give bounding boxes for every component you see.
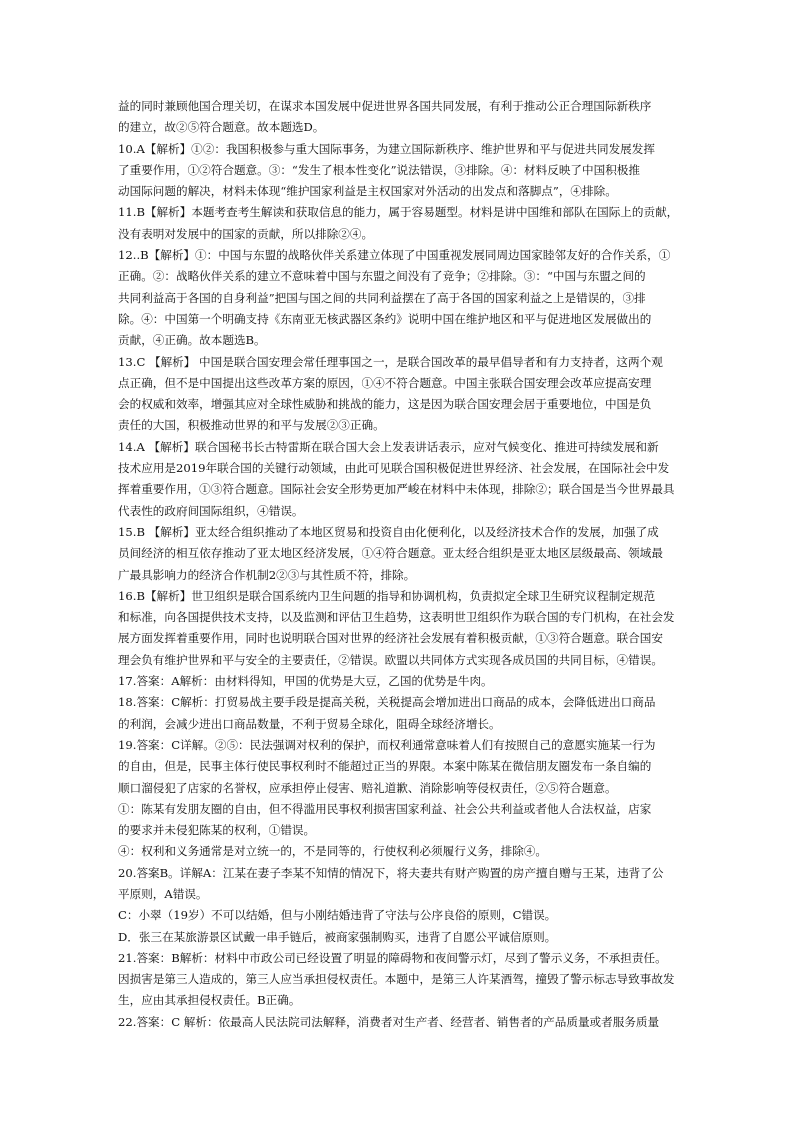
text-line: ④：权利和义务通常是对立统一的，不是同等的，行使权利必须履行义务，排除④。 [118,844,547,859]
text-line: ①：陈某有发朋友圈的自由，但不得滥用民事权利损害国家利益、社会公共利益或者他人合法权益，店家 [118,801,652,816]
answer-21-text: 21.答案：B解析：材料中市政公司已经设置了明显的障碍物和夜间警示灯，尽到了警示义务，不承担责任。 [118,950,667,965]
text-line: 共同利益高于各国的自身利益”把国与国之间的共同利益摆在了高于各国的国家利益之上是错误的，③排 [118,290,646,305]
text-line: 益的同时兼顾他国合理关切，在谋求本国发展中促进世界各国共同发展，有利于推动公正合理国际新秩序 [118,99,652,113]
text-line: 责任的大国，积极推动世界的和平与发展②③正确。 [118,418,385,433]
text-line: 因损害是第三人造成的，第三人应当承担侵权责任。本题中，是第三人许某酒驾，撞毁了警示标志导致事故发 [118,972,675,987]
text-line: 顺口溜侵犯了店家的名誉权，应承担停止侵害、赔礼道歉、消除影响等侵权责任，②⑤符合题意。 [118,780,617,795]
text-line: 员间经济的相互依存推动了亚太地区经济发展，①④符合题意。亚太经合组织是亚太地区层级最高、领域最 [118,546,663,561]
text-line: C：小翠（19岁）不可以结婚，但与小刚结婚违背了守法与公序良俗的原则，C错误。 [118,908,557,923]
text-line: 技术应用是2019年联合国的关键行动领域，由此可见联合国积极促进世界经济、社会发展，在国际社会中发 [118,461,670,476]
text-line: 广最具影响力的经济合作机制2②③与其性质不符，排除。 [118,567,416,582]
text-line: 理会负有维护世界和平与安全的主要责任，②错误。欧盟以共同体方式实现各成员国的共同目标，④错误。 [118,652,663,667]
answer-16-text: 16.B【解析】世卫组织是联合国系统内卫生问题的指导和协调机构，负责拟定全球卫生研究议程制定规范 [118,588,656,603]
text-line: 没有表明对发展中的国家的贡献，所以排除②④。 [118,226,374,241]
answer-10-text: 10.A【解析】①②：我国积极参与重大国际事务，为建立国际新秩序、维护世界和平与促进共同发展发挥 [118,141,655,156]
text-line: 的建立，故②⑤符合题意。故本题选D。 [118,120,325,135]
answer-22-text: 22.答案：C 解析：依最高人民法院司法解释，消费者对生产者、经营者、销售者的产品质量或者服务质量 [118,1014,660,1029]
text-line: D．张三在某旅游景区试戴一串手链后，被商家强制购买，违背了自愿公平诚信原则。 [118,929,557,944]
text-line: 动国际问题的解决，材料未体现“维护国家利益是主权国家对外活动的出发点和落脚点”，④排除。 [118,184,617,199]
answer-14-text: 14.A 【解析】联合国秘书长古特雷斯在联合国大会上发表讲话表示，应对气候变化、推进可持续发展和新 [118,439,659,454]
answer-19-text: 19.答案：C详解。②⑤：民法强调对权利的保护，而权利通常意味着人们有按照自己的意愿实施某一行为 [118,737,656,752]
text-line: 会的权威和效率，增强其应对全球性威胁和挑战的能力，这是因为联合国安理会居于重要地位，中国是负 [118,397,652,412]
answer-18-text: 18.答案：C解析：打贸易战主要手段是提高关税，关税提高会增加进出口商品的成本，会降低进出口商品 [118,695,656,710]
text-line: 展方面发挥着重要作用，同时也说明联合国对世界的经济社会发展有着积极贡献，①③符合题意。联合国安 [118,631,663,646]
document-page [118,96,678,1033]
text-line: 代表性的政府间国际组织，④错误。 [118,503,304,518]
text-line: 生，应由其承担侵权责任。B正确。 [118,993,301,1008]
text-line: 挥着重要作用，①③符合题意。国际社会安全形势更加严峻在材料中未体现，排除②；联合国是当今世界最具 [118,482,675,497]
text-line: 贡献，④正确。故本题选B。 [118,333,266,348]
answer-20-text: 20.答案B。详解A：江某在妻子李某不知情的情况下，将夫妻共有财产购置的房产擅自赠与王某，违背了公 [118,865,664,880]
answer-17-text: 17.答案：A解析：由材料得知，甲国的优势是大豆，乙国的优势是牛肉。 [118,674,493,689]
answer-13-text: 13.C 【解析】 中国是联合国安理会常任理事国之一，是联合国改革的最早倡导者和有力支持者，这两个观 [118,354,663,369]
text-line: 的自由，但是，民事主体行使民事权利时不能超过正当的界限。本案中陈某在微信朋友圈发布一条自编的 [118,759,652,774]
answer-12-text: 12..B【解析】①：中国与东盟的战略伙伴关系建立体现了中国重视发展同周边国家睦邻友好的合作关系，① [118,248,671,263]
answer-15-text: 15.B 【解析】亚太经合组织推动了本地区贸易和投资自由化便利化，以及经济技术合作的发展，加强了成 [118,524,659,539]
answer-11-text: 11.B【解析】本题考查考生解读和获取信息的能力，属于容易题型。材料是讲中国维和部队在国际上的贡献， [118,205,678,220]
text-line: 的利润，会减少进出口商品数量，不利于贸易全球化，阻碍全球经济增长。 [118,716,501,731]
text-line: 平原则，A错误。 [118,886,208,901]
text-line: 和标准，向各国提供技术支持，以及监测和评估卫生趋势，这表明世卫组织作为联合国的专门机构，在社会发 [118,610,675,625]
text-line: 除。④：中国第一个明确支持《东南亚无核武器区条约》说明中国在维护地区和平与促进地区发展做出的 [118,311,652,326]
text-line: 了重要作用，①②符合题意。③：“发生了根本性变化”说法错误，③排除。④：材料反映了中国积极推 [118,162,640,177]
text-line: 正确。②：战略伙伴关系的建立不意味着中国与东盟之间没有了竞争；②排除。③：“中国与东盟之间的 [118,269,646,284]
text-line: 点正确，但不是中国提出这些改革方案的原因，①④不符合题意。中国主张联合国安理会改革应提高安理 [118,375,652,390]
text-line: 的要求并未侵犯陈某的权利，①错误。 [118,823,316,838]
